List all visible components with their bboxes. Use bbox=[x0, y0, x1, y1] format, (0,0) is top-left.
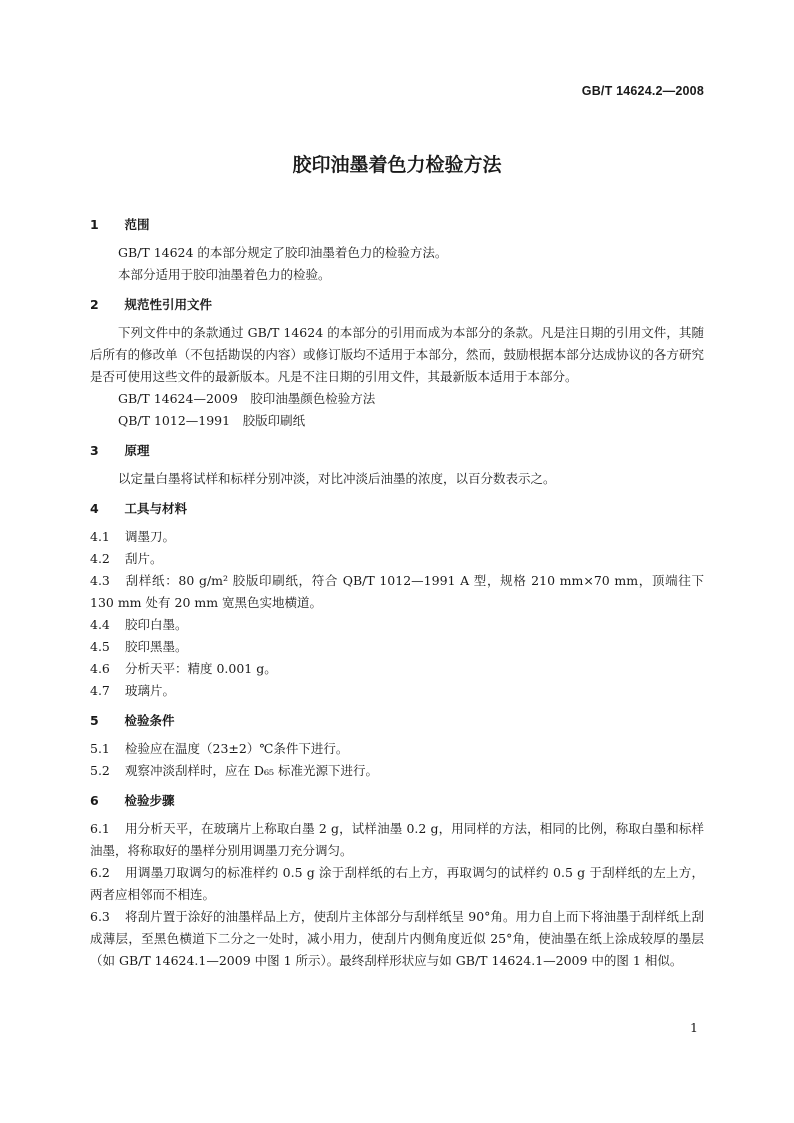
clause-text: 刮片。 bbox=[125, 551, 163, 566]
reference-item: GB/T 14624—2009 胶印油墨颜色检验方法 bbox=[118, 391, 376, 406]
clause-item bbox=[90, 680, 704, 702]
clause-number: 5.2 bbox=[90, 763, 110, 778]
paragraph: 下列文件中的条款通过 GB/T 14624 的本部分的引用而成为本部分的条款。凡是注日期的引用文件，其随后所有的修改单（不包括勘误的内容）或修订版均不适用于本部分，然而，鼓励根据本部分达成协议的各方研究是否可使用这些文件的最新版本。凡是不注日期的引用文件，其最新版本适用于本部分。 bbox=[90, 325, 704, 384]
section-number: 2 bbox=[90, 297, 99, 312]
clause-number: 4.4 bbox=[90, 617, 110, 632]
clause-text: 分析天平：精度 0.001 g。 bbox=[125, 661, 277, 676]
clause-item bbox=[90, 862, 704, 906]
clause-text: 将刮片置于涂好的油墨样品上方，使刮片主体部分与刮样纸呈 90°角。用力自上而下将油墨于刮样纸上刮成薄层，至黑色横道下二分之一处时，减小用力，使刮片内侧角度近似 25°角，使油墨在纸上涂成较厚的墨层（如 GB/T 14624.1—2009 中图 1 所示）。最终刮样形状应与如 GB/T 14624.1—2009 中的图 1 相似。 bbox=[90, 909, 704, 968]
clause-number: 6.3 bbox=[90, 909, 110, 924]
clause-number: 4.5 bbox=[90, 639, 110, 654]
clause-item bbox=[90, 614, 704, 636]
clause-text: 胶印白墨。 bbox=[125, 617, 188, 632]
clause-item bbox=[90, 548, 704, 570]
section-title: 范围 bbox=[124, 217, 150, 232]
clause-text: 用调墨刀取调匀的标准样约 0.5 g 涂于刮样纸的右上方，再取调匀的试样约 0.5 g 于刮样纸的左上方，两者应相邻而不相连。 bbox=[90, 865, 704, 902]
section-heading-test-conditions bbox=[90, 710, 704, 732]
paragraph: 本部分适用于胶印油墨着色力的检验。 bbox=[118, 267, 331, 282]
document-body bbox=[90, 214, 704, 972]
paragraph: 以定量白墨将试样和标样分别冲淡，对比冲淡后油墨的浓度，以百分数表示之。 bbox=[118, 471, 556, 486]
clause-text: 刮样纸：80 g/m² 胶版印刷纸，符合 QB/T 1012—1991 A 型，规格 210 mm×70 mm，顶端往下130 mm 处有 20 mm 宽黑色实地横道。 bbox=[90, 573, 704, 610]
clause-text: 胶印黑墨。 bbox=[125, 639, 188, 654]
section-heading-test-procedure bbox=[90, 790, 704, 812]
clause-number: 5.1 bbox=[90, 741, 110, 756]
reference-item: QB/T 1012—1991 胶版印刷纸 bbox=[118, 413, 306, 428]
clause-number: 4.7 bbox=[90, 683, 110, 698]
section-title: 检验条件 bbox=[124, 713, 175, 728]
standard-code: GB/T 14624.2—2008 bbox=[581, 84, 704, 98]
clause-number: 4.6 bbox=[90, 661, 110, 676]
clause-number: 4.1 bbox=[90, 529, 110, 544]
clause-item bbox=[90, 818, 704, 862]
clause-item bbox=[90, 738, 704, 760]
clause-text: 用分析天平，在玻璃片上称取白墨 2 g，试样油墨 0.2 g，用同样的方法，相同的比例，称取白墨和标样油墨，将称取好的墨样分别用调墨刀充分调匀。 bbox=[90, 821, 704, 858]
clause-item bbox=[90, 570, 704, 614]
clause-text: 玻璃片。 bbox=[125, 683, 176, 698]
section-title: 规范性引用文件 bbox=[124, 297, 213, 312]
clause-item bbox=[90, 760, 704, 782]
section-heading-normative-references bbox=[90, 294, 704, 316]
section-number: 1 bbox=[90, 217, 99, 232]
page-number: 1 bbox=[690, 1020, 698, 1035]
clause-number: 6.2 bbox=[90, 865, 110, 880]
section-heading-principle bbox=[90, 440, 704, 462]
clause-item bbox=[90, 658, 704, 680]
clause-number: 4.2 bbox=[90, 551, 110, 566]
section-number: 6 bbox=[90, 793, 99, 808]
paragraph: GB/T 14624 的本部分规定了胶印油墨着色力的检验方法。 bbox=[118, 245, 448, 260]
document-title: 胶印油墨着色力检验方法 bbox=[292, 154, 502, 176]
clause-text: 调墨刀。 bbox=[125, 529, 176, 544]
clause-item bbox=[90, 636, 704, 658]
section-heading-tools-materials bbox=[90, 498, 704, 520]
clause-item bbox=[90, 906, 704, 972]
clause-number: 4.3 bbox=[90, 573, 110, 588]
section-title: 检验步骤 bbox=[124, 793, 175, 808]
clause-item bbox=[90, 526, 704, 548]
clause-text: 检验应在温度（23±2）℃条件下进行。 bbox=[125, 741, 349, 756]
clause-number: 6.1 bbox=[90, 821, 110, 836]
section-number: 4 bbox=[90, 501, 99, 516]
section-heading-scope bbox=[90, 214, 704, 236]
section-title: 工具与材料 bbox=[124, 501, 188, 516]
section-number: 3 bbox=[90, 443, 99, 458]
clause-text: 观察冲淡刮样时，应在 D₆₅ 标准光源下进行。 bbox=[125, 763, 378, 778]
section-title: 原理 bbox=[124, 443, 150, 458]
section-number: 5 bbox=[90, 713, 99, 728]
